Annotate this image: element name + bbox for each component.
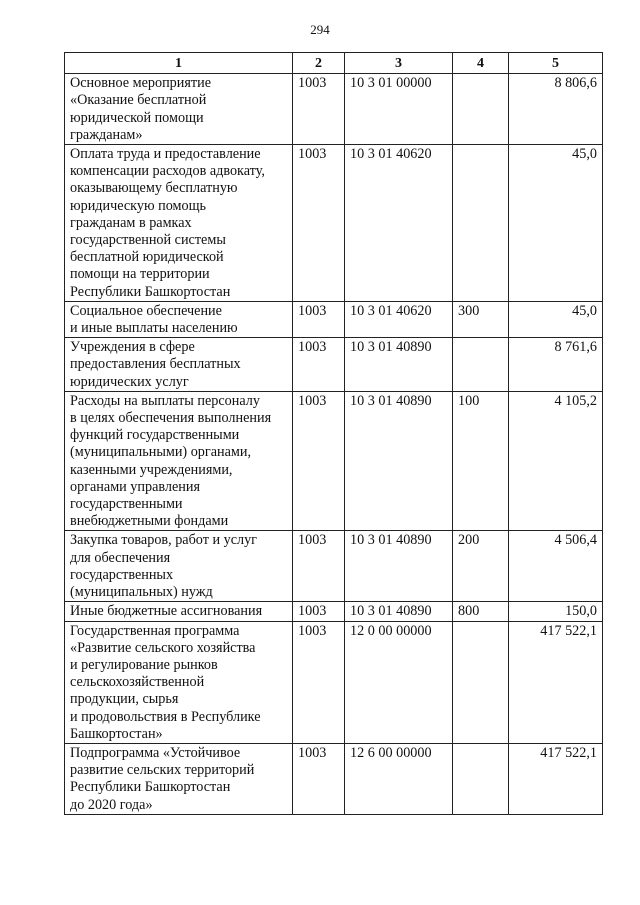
row-expense: 800	[453, 602, 509, 621]
row-target: 10 3 01 40890	[345, 391, 453, 531]
table-header	[65, 53, 603, 74]
row-expense	[453, 338, 509, 392]
row-section: 1003	[293, 301, 345, 337]
row-amount: 8 761,6	[509, 338, 603, 392]
header-col-5: 5	[509, 53, 603, 74]
row-target: 10 3 01 40890	[345, 531, 453, 602]
row-expense	[453, 743, 509, 814]
row-section: 1003	[293, 602, 345, 621]
row-expense	[453, 621, 509, 743]
header-col-3: 3	[345, 53, 453, 74]
row-amount: 45,0	[509, 301, 603, 337]
row-amount: 4 105,2	[509, 391, 603, 531]
row-name: Закупка товаров, работ и услуг для обеспечения государственных (муниципальных) нужд	[65, 531, 293, 602]
row-amount: 150,0	[509, 602, 603, 621]
row-target: 10 3 01 40620	[345, 301, 453, 337]
row-section: 1003	[293, 74, 345, 145]
row-name: Иные бюджетные ассигнования	[65, 602, 293, 621]
row-expense: 300	[453, 301, 509, 337]
row-target: 10 3 01 40890	[345, 338, 453, 392]
budget-table	[64, 52, 603, 815]
row-amount: 45,0	[509, 145, 603, 302]
table-row	[65, 338, 603, 392]
row-section: 1003	[293, 743, 345, 814]
row-name: Государственная программа «Развитие сельского хозяйства и регулирование рынков сельскохозяйственной продукции, сырья и продовольствия в Республике Башкортостан»	[65, 621, 293, 743]
row-amount: 417 522,1	[509, 743, 603, 814]
table-row	[65, 145, 603, 302]
header-col-2: 2	[293, 53, 345, 74]
row-target: 10 3 01 00000	[345, 74, 453, 145]
table-row	[65, 531, 603, 602]
row-name: Учреждения в сфере предоставления бесплатных юридических услуг	[65, 338, 293, 392]
table-row	[65, 602, 603, 621]
row-name: Оплата труда и предоставление компенсации расходов адвокату, оказывающему бесплатную юридическую помощь гражданам в рамках государственной системы бесплатной юридической помощи на территории Республики Башкортостан	[65, 145, 293, 302]
row-expense: 100	[453, 391, 509, 531]
row-section: 1003	[293, 145, 345, 302]
row-amount: 417 522,1	[509, 621, 603, 743]
row-target: 12 0 00 00000	[345, 621, 453, 743]
header-col-1: 1	[65, 53, 293, 74]
table-row	[65, 621, 603, 743]
row-section: 1003	[293, 391, 345, 531]
table-row	[65, 743, 603, 814]
table-row	[65, 301, 603, 337]
table-row	[65, 74, 603, 145]
row-target: 10 3 01 40620	[345, 145, 453, 302]
row-name: Подпрограмма «Устойчивое развитие сельских территорий Республики Башкортостан до 2020 года»	[65, 743, 293, 814]
row-name: Расходы на выплаты персоналу в целях обеспечения выполнения функций государственными (муниципальными) органами, казенными учреждениями, органами управления государственными внебюджетными фондами	[65, 391, 293, 531]
row-target: 12 6 00 00000	[345, 743, 453, 814]
row-name: Основное мероприятие «Оказание бесплатной юридической помощи гражданам»	[65, 74, 293, 145]
row-name: Социальное обеспечение и иные выплаты населению	[65, 301, 293, 337]
header-row	[65, 53, 603, 74]
row-expense	[453, 145, 509, 302]
row-amount: 4 506,4	[509, 531, 603, 602]
row-expense	[453, 74, 509, 145]
page-number: 294	[310, 22, 330, 37]
row-section: 1003	[293, 531, 345, 602]
table-body	[65, 74, 603, 815]
row-target: 10 3 01 40890	[345, 602, 453, 621]
table-row	[65, 391, 603, 531]
row-section: 1003	[293, 621, 345, 743]
row-expense: 200	[453, 531, 509, 602]
row-amount: 8 806,6	[509, 74, 603, 145]
header-col-4: 4	[453, 53, 509, 74]
row-section: 1003	[293, 338, 345, 392]
